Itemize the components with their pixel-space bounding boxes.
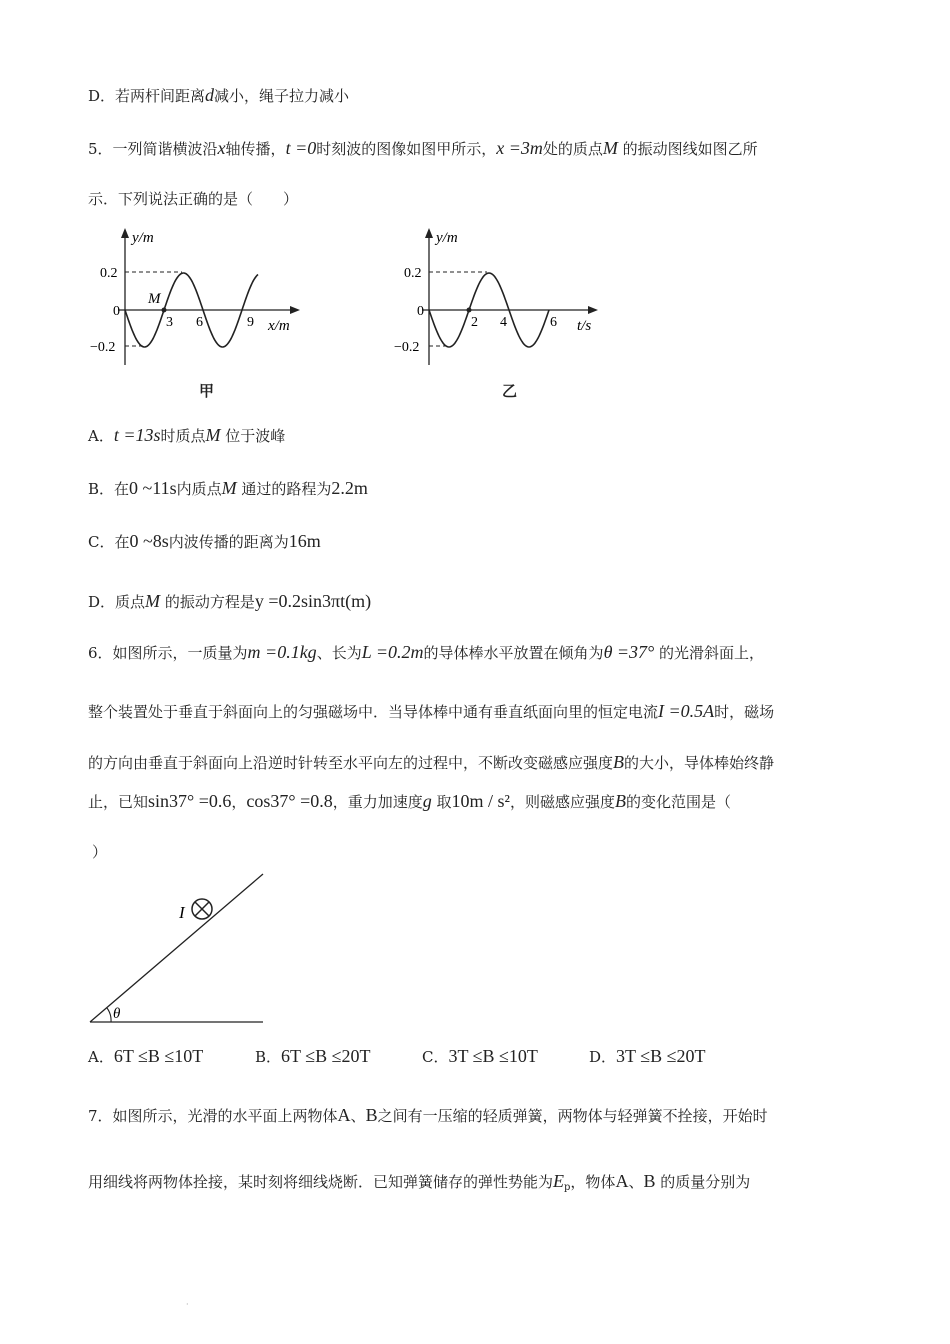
point-m-marker bbox=[162, 308, 167, 313]
q6-option-b: B．6T ≤B ≤20T bbox=[255, 1046, 371, 1066]
q6-stem-line1: 6．如图所示，一质量为m =0.1kg、长为L =0.2m的导体棒水平放置在倾角为θ =37° 的光滑斜面上， bbox=[88, 642, 765, 662]
q6-stem-line4: 止，已知sin37° =0.6，cos37° =0.8，重力加速度g 取10m / s²，则磁感应强度B的变化范围是（ bbox=[88, 791, 731, 811]
q6-stem-line2: 整个装置处于垂直于斜面向上的匀强磁场中．当导体棒中通有垂直纸面向里的恒定电流I =0.5A时，磁场 bbox=[88, 701, 775, 721]
q6-stem-line3: 的方向由垂直于斜面向上沿逆时针转至水平向左的过程中，不断改变磁感应强度B的大小，导体棒始终静 bbox=[88, 752, 775, 772]
q6-option-a: A．6T ≤B ≤10T bbox=[88, 1046, 204, 1066]
q5-option-d: D．质点M 的振动方程是y =0.2sin3πt(m) bbox=[88, 591, 372, 611]
yi-xtick-0: 2 bbox=[471, 315, 478, 330]
jia-ylabel: y/m bbox=[132, 230, 154, 246]
incline-figure bbox=[85, 868, 270, 1028]
origin-point-marker bbox=[467, 308, 472, 313]
q6-option-d: D．3T ≤B ≤20T bbox=[589, 1046, 706, 1066]
jia-ytick-0: 0.2 bbox=[100, 266, 118, 281]
yi-ytick-2: −0.2 bbox=[394, 340, 420, 355]
q5-stem-line1: 5．一列简谐横波沿x轴传播，t =0时刻波的图像如图甲所示，x =3m处的质点M 的振动图线如图乙所 bbox=[88, 138, 758, 158]
jia-xlabel: x/m bbox=[268, 318, 290, 334]
wave-graph-jia bbox=[90, 225, 320, 375]
q6-option-c: C．3T ≤B ≤10T bbox=[422, 1046, 538, 1066]
q7-stem-line2: 用细线将两物体拴接，某时刻将细线烧断．已知弹簧储存的弹性势能为$E_p$，物体A、B 的质量分别为 bbox=[88, 1171, 751, 1193]
yi-xlabel: t/s bbox=[577, 318, 592, 334]
jia-xtick-0: 3 bbox=[166, 315, 173, 330]
jia-ytick-1: 0 bbox=[113, 304, 120, 319]
jia-xtick-1: 6 bbox=[196, 315, 203, 330]
q7-stem-line1: 7．如图所示，光滑的水平面上两物体A、B之间有一压缩的轻质弹簧，两物体与轻弹簧不拴接，开始时 bbox=[88, 1105, 768, 1125]
caption-jia: 甲 bbox=[199, 382, 215, 400]
yi-ylabel: y/m bbox=[436, 230, 458, 246]
q5-option-a: A．t =13s时质点M 位于波峰 bbox=[88, 425, 286, 445]
q5-stem-line2: 示．下列说法正确的是（ ） bbox=[88, 190, 299, 208]
jia-xtick-2: 9 bbox=[247, 315, 254, 330]
current-i-label: I bbox=[179, 903, 185, 922]
yi-ytick-0: 0.2 bbox=[404, 266, 422, 281]
jia-point-label: M bbox=[148, 291, 161, 307]
prev-option-d: D．若两杆间距离d减小，绳子拉力减小 bbox=[88, 85, 350, 105]
q5-option-c: C．在0 ~8s内波传播的距离为16m bbox=[88, 531, 321, 551]
angle-theta-label: θ bbox=[113, 1006, 121, 1022]
caption-yi: 乙 bbox=[502, 382, 518, 400]
yi-xtick-1: 4 bbox=[500, 315, 507, 330]
footer-mark: · bbox=[186, 1300, 189, 1309]
yi-xtick-2: 6 bbox=[550, 315, 557, 330]
vibration-graph-yi bbox=[393, 225, 613, 375]
q5-option-b: B．在0 ~11s内质点M 通过的路程为2.2m bbox=[88, 478, 368, 498]
jia-ytick-2: −0.2 bbox=[90, 340, 116, 355]
q6-stem-line5: ） bbox=[92, 843, 108, 861]
yi-ytick-1: 0 bbox=[417, 304, 424, 319]
